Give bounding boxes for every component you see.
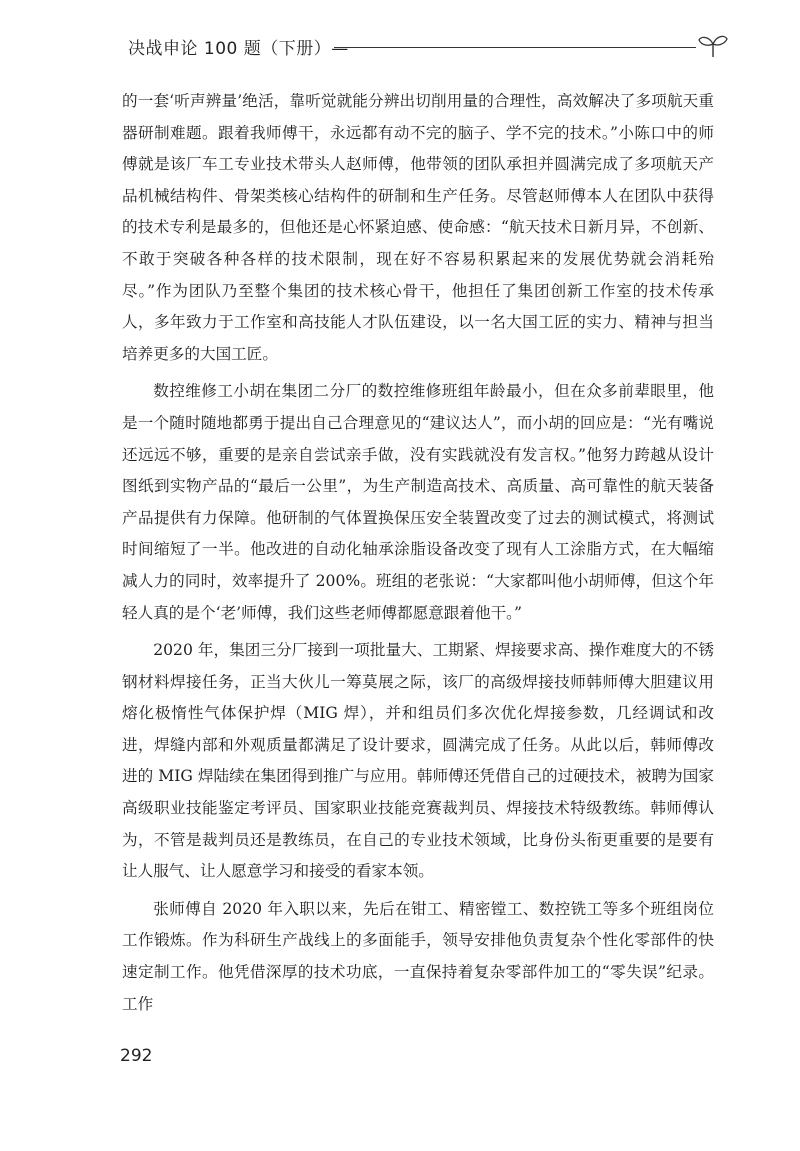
book-title: 决战申论 100 题（下册）— xyxy=(128,39,349,59)
paragraph: 数控维修工小胡在集团二分厂的数控维修班组年龄最小，但在众多前辈眼里，他是一个随时随地都勇于提出自己合理意见的“建议达人”，而小胡的回应是：“光有嘴说还远远不够，重要的是亲自尝试亲手做，没有实践就没有发言权。”他努力跨越从设计图纸到实物产品的“最后一公里”，为生产制造高技术、高质量、高可靠性的航天装备产品提供有力保障。他研制的气体置换保压安全装置改变了过去的测试模式，将测试时间缩短了一半。他改进的自动化轴承涂脂设备改变了现有人工涂脂方式，在大幅缩减人力的同时，效率提升了 200%。班组的老张说：“大家都叫他小胡师傅，但这个年轻人真的是个‘老’师傅，我们这些老师傅都愿意跟着他干。” xyxy=(122,382,714,622)
paragraph: 2020 年，集团三分厂接到一项批量大、工期紧、焊接要求高、操作难度大的不锈钢材料焊接任务，正当大伙儿一筹莫展之际，该厂的高级焊接技师韩师傅大胆建议用熔化极惰性气体保护焊（MIG 焊），并和组员们多次优化焊接参数，几经调试和改进，焊缝内部和外观质量都满足了设计要求，圆满完成了任务。从此以后，韩师傅改进的 MIG 焊陆续在集团得到推广与应用。韩师傅还凭借自己的过硬技术，被聘为国家高级职业技能鉴定考评员、国家职业技能竞赛裁判员、焊接技术特级教练。韩师傅认为，不管是裁判员还是教练员，在自己的专业技术领域，比身份头衔更重要的是要有让人服气、让人愿意学习和接受的看家本领。 xyxy=(122,641,714,881)
running-header xyxy=(128,30,728,64)
body-text xyxy=(122,86,714,1020)
sprout-icon xyxy=(696,32,730,58)
paragraph: 张师傅自 2020 年入职以来，先后在钳工、精密镗工、数控铣工等多个班组岗位工作锻炼。作为科研生产战线上的多面能手，领导安排他负责复杂个性化零部件的快速定制工作。他凭借深厚的技术功底，一直保持着复杂零部件加工的“零失误”纪录。工作 xyxy=(122,899,714,1013)
page-number: 292 xyxy=(120,1046,153,1066)
header-rule xyxy=(334,47,696,48)
paragraph: 的一套‘听声辨量’绝活，靠听觉就能分辨出切削用量的合理性，高效解决了多项航天重器研制难题。跟着我师傅干，永远都有动不完的脑子、学不完的技术。”小陈口中的师傅就是该厂车工专业技术带头人赵师傅，他带领的团队承担并圆满完成了多项航天产品机械结构件、骨架类核心结构件的研制和生产任务。尽管赵师傅本人在团队中获得的技术专利是最多的，但他还是心怀紧迫感、使命感：“航天技术日新月异，不创新、不敢于突破各种各样的技术限制，现在好不容易积累起来的发展优势就会消耗殆尽。”作为团队乃至整个集团的技术核心骨干，他担任了集团创新工作室的技术传承人，多年致力于工作室和高技能人才队伍建设，以一名大国工匠的实力、精神与担当培养更多的大国工匠。 xyxy=(122,92,714,363)
